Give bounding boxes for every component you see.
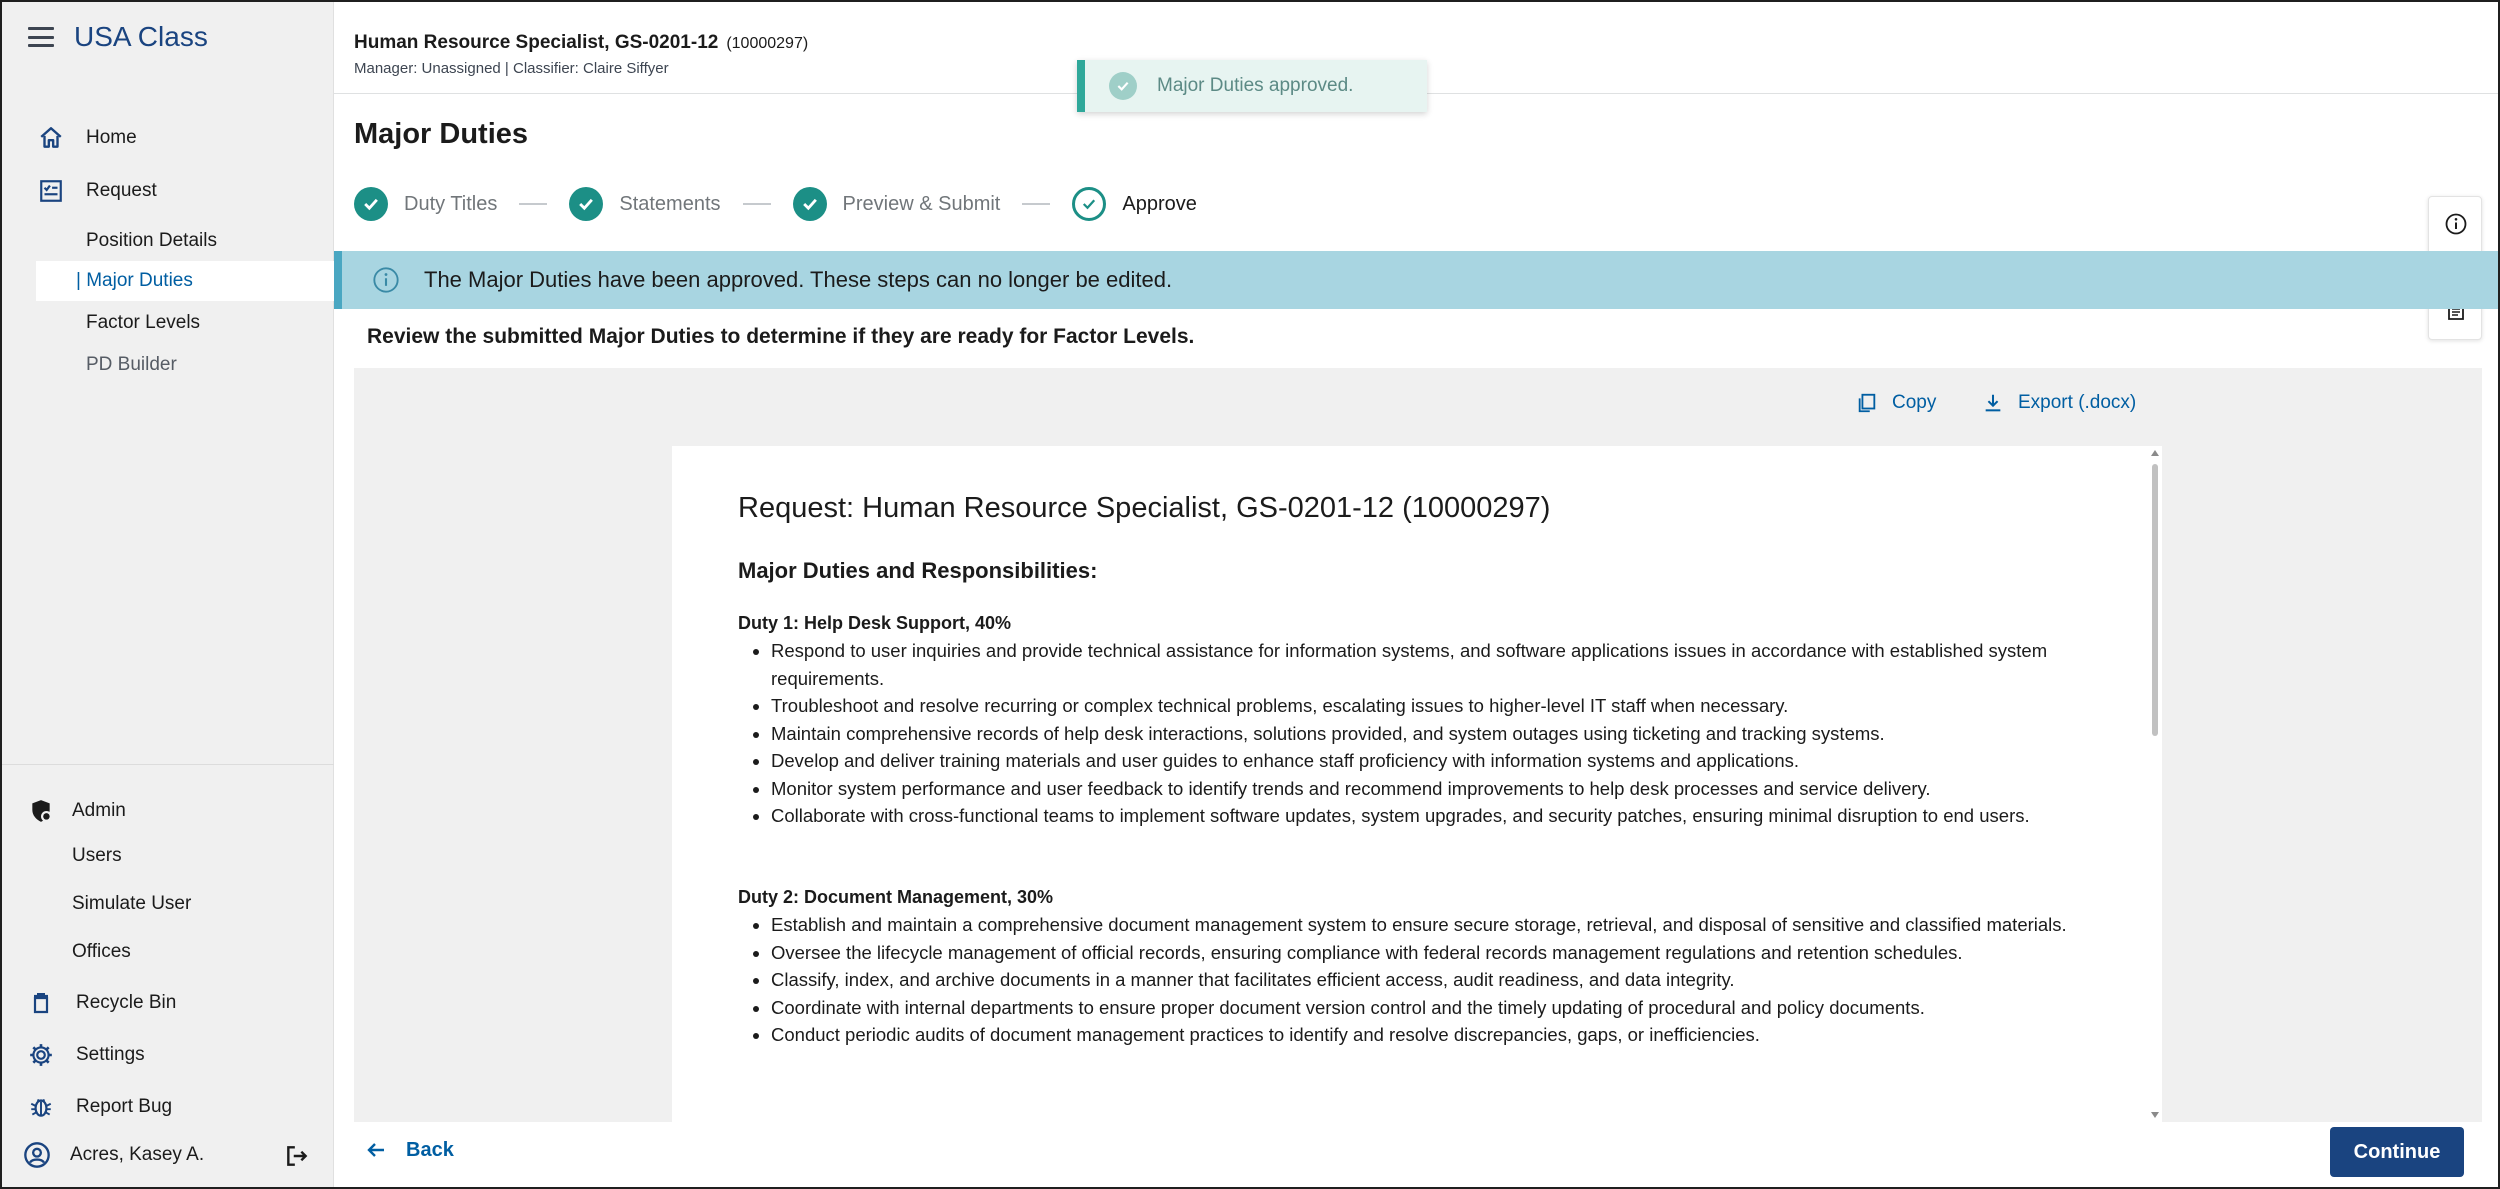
- nav-settings-label: Settings: [76, 1044, 145, 1065]
- nav-request[interactable]: [36, 176, 157, 206]
- step-label: Approve: [1122, 192, 1197, 215]
- scroll-up-arrow-icon[interactable]: [2151, 450, 2159, 456]
- check-circle-icon: [1109, 72, 1137, 100]
- arrow-left-icon: [364, 1138, 388, 1162]
- user-circle-icon: [22, 1140, 52, 1170]
- copy-label: Copy: [1892, 392, 1937, 413]
- nav-report-bug-label: Report Bug: [76, 1096, 173, 1117]
- continue-button[interactable]: Continue: [2330, 1127, 2464, 1177]
- app-name[interactable]: USA Class: [74, 21, 208, 52]
- position-title: [354, 32, 808, 54]
- nav-recycle-bin-label: Recycle Bin: [76, 992, 177, 1013]
- document-section-title: Major Duties and Responsibilities:: [738, 558, 1098, 583]
- logout-icon[interactable]: [284, 1143, 310, 1169]
- duty-title: Duty 2: Document Management, 30%: [738, 887, 1054, 907]
- step-connector: [743, 203, 771, 205]
- sidebar-item-major-duties[interactable]: [36, 261, 334, 301]
- step-label: Statements: [619, 192, 721, 215]
- menu-icon[interactable]: [28, 27, 54, 47]
- info-icon: [372, 266, 400, 294]
- copy-button[interactable]: [1856, 392, 1936, 414]
- sidebar-divider: [2, 764, 334, 765]
- export-label: Export (.docx): [2018, 392, 2137, 413]
- list-item: • Establish and maintain a comprehensive document management system to ensure secure storage, retrieval, and disposal of sensitive and classified materials.: [771, 911, 2078, 939]
- nav-request-label: Request: [86, 180, 157, 201]
- admin-shield-icon: [26, 796, 56, 826]
- gear-icon: [26, 1040, 56, 1070]
- sidebar-item-major-duties-label: | Major Duties: [76, 270, 193, 291]
- nav-recycle-bin[interactable]: [26, 988, 176, 1018]
- list-item: • Classify, index, and archive documents in a manner that facilitates efficient access, audit readiness, and data integrity.: [771, 966, 2078, 994]
- nav-user-profile[interactable]: [22, 1140, 204, 1170]
- nav-home-label: Home: [86, 127, 137, 148]
- list-item: • Develop and deliver training materials and user guides to enhance staff proficiency with information systems and applications.: [771, 747, 2078, 775]
- sidebar-item-position-details[interactable]: Position Details: [86, 230, 217, 251]
- nav-admin[interactable]: [26, 796, 126, 826]
- nav-admin-label: Admin: [72, 800, 126, 821]
- check-icon: [354, 187, 388, 221]
- list-item: • Oversee the lifecycle management of official records, ensuring compliance with federal records management regulations and retention schedules.: [771, 939, 2078, 967]
- position-meta: Manager: Unassigned | Classifier: Claire Siffyer: [354, 60, 669, 77]
- document-scrollbar[interactable]: [2148, 446, 2162, 1122]
- download-icon: [1982, 392, 2004, 414]
- list-item: • Monitor system performance and user feedback to identify trends and recommend improvements to help desk processes and service delivery.: [771, 775, 2078, 803]
- export-docx-button[interactable]: [1982, 392, 2136, 414]
- duty-title: Duty 1: Help Desk Support, 40%: [738, 613, 1012, 633]
- sidebar-item-factor-levels[interactable]: Factor Levels: [86, 312, 201, 333]
- list-item: • Coordinate with internal departments to ensure proper document version control and the timely updating of procedural and policy documents.: [771, 994, 2078, 1022]
- back-button[interactable]: [364, 1138, 454, 1162]
- check-icon: [793, 187, 827, 221]
- duty-1: [738, 610, 2078, 830]
- duty-statements: [738, 637, 2078, 830]
- step-duty-titles[interactable]: [354, 187, 497, 221]
- success-toast: [1077, 60, 1427, 112]
- duties-preview-panel: [354, 368, 2482, 1122]
- scrollbar-thumb[interactable]: [2152, 464, 2158, 736]
- info-banner-text: The Major Duties have been approved. These steps can no longer be edited.: [424, 267, 1173, 292]
- page-title: Major Duties: [354, 118, 529, 150]
- copy-icon: [1856, 392, 1878, 414]
- step-label: Duty Titles: [404, 192, 498, 215]
- info-icon[interactable]: [2443, 211, 2469, 237]
- nav-settings[interactable]: [26, 1040, 145, 1070]
- duty-2: [738, 884, 2078, 1049]
- home-icon: [36, 123, 66, 153]
- step-statements[interactable]: [569, 187, 720, 221]
- sidebar-item-users[interactable]: Users: [72, 845, 122, 866]
- request-id: (10000297): [726, 35, 809, 52]
- back-label: Back: [406, 1138, 454, 1161]
- step-approve[interactable]: [1072, 187, 1197, 221]
- step-connector: [1022, 203, 1050, 205]
- nav-report-bug[interactable]: [26, 1092, 172, 1122]
- list-item: • Conduct periodic audits of document management practices to identify and resolve discrepancies, gaps, or inefficiencies.: [771, 1021, 2078, 1049]
- bug-icon: [26, 1092, 56, 1122]
- review-instruction: Review the submitted Major Duties to determine if they are ready for Factor Levels.: [367, 325, 1195, 348]
- brand: [28, 20, 208, 54]
- checklist-icon: [36, 176, 66, 206]
- progress-stepper: [354, 186, 1197, 222]
- trash-icon: [26, 988, 56, 1018]
- sidebar-item-offices[interactable]: Offices: [72, 941, 131, 962]
- list-item: • Maintain comprehensive records of help desk interactions, solutions provided, and system outages using ticketing and tracking systems.: [771, 720, 2078, 748]
- duties-document[interactable]: [672, 446, 2162, 1122]
- sidebar-item-simulate-user[interactable]: Simulate User: [72, 893, 192, 914]
- check-icon: [1072, 187, 1106, 221]
- list-item: • Collaborate with cross-functional teams to implement software updates, system upgrades, and security patches, ensuring minimal disruption to end users.: [771, 802, 2078, 830]
- sidebar-item-pd-builder[interactable]: PD Builder: [86, 354, 177, 375]
- nav-home[interactable]: [36, 123, 137, 153]
- info-banner: [334, 251, 2500, 309]
- list-item: • Respond to user inquiries and provide technical assistance for information systems, and software applications issues in accordance with established system requirements.: [771, 637, 2078, 692]
- step-label: Preview & Submit: [842, 192, 1001, 215]
- sidebar: [2, 2, 334, 1189]
- check-icon: [569, 187, 603, 221]
- step-connector: [519, 203, 547, 205]
- user-name: Acres, Kasey A.: [70, 1144, 205, 1165]
- document-title: Request: Human Resource Specialist, GS-0201-12 (10000297): [738, 492, 1551, 524]
- step-preview-submit[interactable]: [793, 187, 1001, 221]
- duty-statements: [738, 911, 2078, 1049]
- scroll-down-arrow-icon[interactable]: [2151, 1112, 2159, 1118]
- list-item: • Troubleshoot and resolve recurring or complex technical problems, escalating issues to higher-level IT staff when necessary.: [771, 692, 2078, 720]
- position-title-text: Human Resource Specialist, GS-0201-12: [354, 32, 719, 53]
- toast-message: Major Duties approved.: [1157, 75, 1354, 96]
